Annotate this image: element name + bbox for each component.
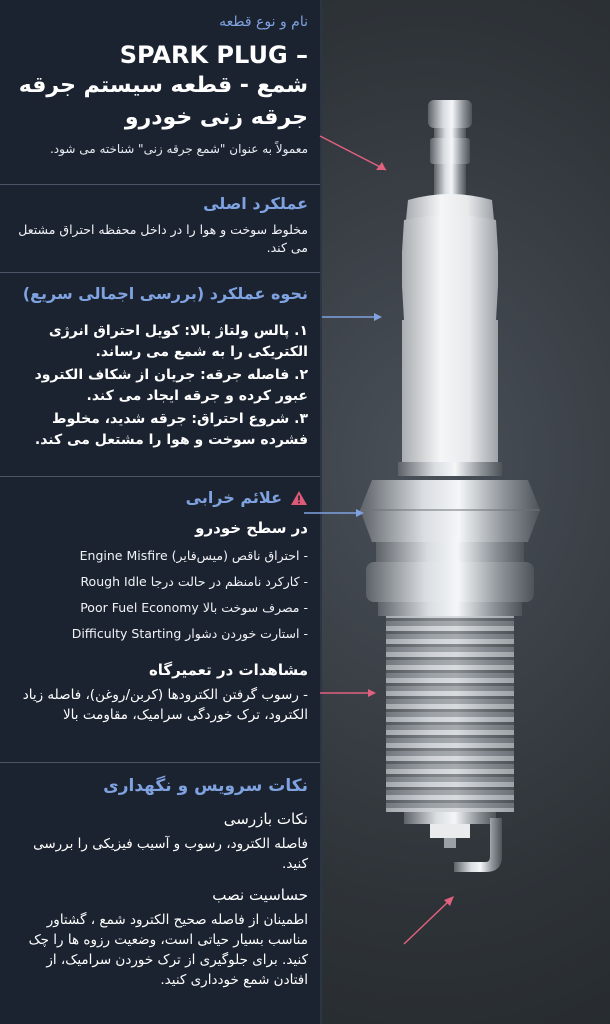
shell-band <box>376 542 524 562</box>
function-text: مخلوط سوخت و هوا را در داخل محفظه احتراق مشتعل می کند. <box>18 222 308 255</box>
header-section <box>0 14 320 156</box>
callout-arrow-header <box>318 130 398 180</box>
divider <box>0 762 320 763</box>
title-persian-line1: شمع - قطعه سیستم جرقه <box>18 73 308 98</box>
symptom-item: - استارت خوردن دشوار Difficulty Starting <box>71 626 308 641</box>
terminal-nut <box>428 100 472 128</box>
terminal-base <box>430 138 470 164</box>
part-kicker: نام و نوع قطعه <box>219 14 308 30</box>
steps-list <box>10 321 308 451</box>
function-heading: عملکرد اصلی <box>203 194 308 213</box>
symptom-item: - کارکرد نامنظم در حالت درجا Rough Idle <box>80 574 308 589</box>
workshop-heading: مشاهدات در تعمیرگاه <box>148 661 308 679</box>
inspection-text: فاصله الکترود، رسوب و آسیب فیزیکی را بررسی کنید. <box>33 836 308 872</box>
failure-signs-section <box>0 488 320 725</box>
step-item: ۲. فاصله جرقه: جریان از شکاف الکترود عبور کرده و جرقه ایجاد می کند. <box>34 367 308 404</box>
failure-heading: علائم خرابی <box>185 488 282 507</box>
function-section <box>0 194 320 257</box>
callout-arrow-install <box>400 890 460 950</box>
step-item: ۳. شروع احتراق: جرقه شدید، مخلوط فشرده سوخت و هوا را مشتعل می کند. <box>34 411 308 448</box>
failure-heading-row <box>10 488 308 507</box>
service-section <box>0 776 320 990</box>
warning-triangle-icon <box>290 490 308 506</box>
how-it-works-section <box>0 284 320 451</box>
insulator-body <box>402 320 498 462</box>
shell-tip <box>404 812 496 824</box>
gasket-ring <box>366 562 534 602</box>
workshop-text: - رسوب گرفتن الکترودها (کربن/روغن)، فاصله زیاد الکترود، ترک خوردگی سرامیک، مقاومت بالا <box>22 687 308 723</box>
thread-shading <box>386 616 514 812</box>
hex-nut <box>360 480 540 542</box>
service-heading: نکات سرویس و نگهداری <box>103 776 308 796</box>
install-heading: حساسیت نصب <box>212 886 308 904</box>
install-text: اطمینان از فاصله صحیح الکترود شمع ، گشتاور مناسب بسیار حیاتی است، وضعیت رزوه ها را چک کنید. برای جلوگیری از ترک خوردن سرامیک، از افتادن شمع خودداری کنید. <box>28 912 308 988</box>
step-item: ۱. پالس ولتاژ بالا: کویل احتراق انرژی الکتریکی را به شمع می رساند. <box>48 323 308 360</box>
terminal-neck <box>434 128 466 138</box>
spark-plug-illustration <box>330 80 570 900</box>
insulator-nose <box>430 824 470 838</box>
common-name-note: معمولاً به عنوان "شمع جرقه زنی" شناخته می شود. <box>49 142 308 156</box>
how-it-works-heading: نحوه عملکرد (بررسی اجمالی سریع) <box>22 284 308 303</box>
insulator-rib <box>402 281 498 326</box>
symptom-item: - احتراق ناقص (میس‌فایر) Engine Misfire <box>79 548 308 563</box>
shell-lower <box>378 602 522 616</box>
on-road-heading: در سطح خودرو <box>195 519 308 537</box>
callout-arrow-workshop <box>318 686 378 700</box>
symptom-item: - مصرف سوخت بالا Poor Fuel Economy <box>80 600 308 615</box>
metal-collar <box>398 462 502 476</box>
center-electrode <box>444 838 456 848</box>
divider <box>0 184 320 185</box>
divider <box>0 272 320 273</box>
title-persian-line2: جرقه زنی خودرو <box>124 105 308 130</box>
divider <box>0 476 320 477</box>
callout-arrow-how <box>320 310 384 324</box>
symptom-list <box>10 543 308 647</box>
inspection-heading: نکات بازرسی <box>223 810 308 828</box>
title-english: SPARK PLUG – <box>119 41 308 69</box>
callout-arrow-failure <box>302 506 366 520</box>
